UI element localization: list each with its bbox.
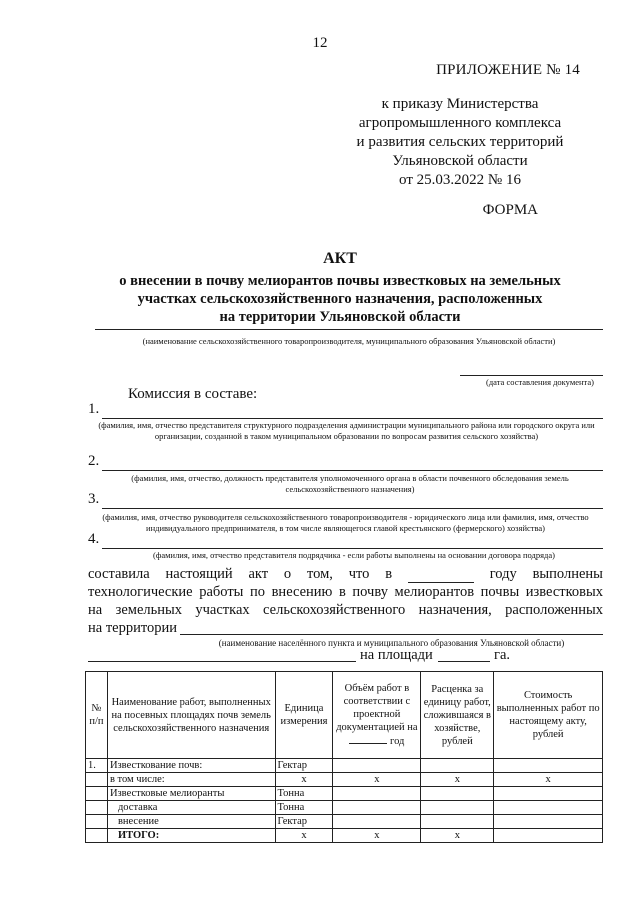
area-label: на площади xyxy=(360,647,433,663)
member3-field[interactable] xyxy=(102,507,603,509)
locality-caption: (наименование населённого пункта и муниципального образования Ульяновской области) xyxy=(218,638,565,648)
subtitle-line: на территории Ульяновской области xyxy=(219,309,461,325)
table-header-row xyxy=(86,672,603,759)
cell-rate: х xyxy=(421,829,494,843)
area-field[interactable] xyxy=(438,660,490,662)
member2-caption: (фамилия, имя, отчество, должность представителя уполномоченного органа в области почвенного обследования земель сельскохозяйственного назначения) xyxy=(131,473,569,494)
cell-volume[interactable] xyxy=(333,759,421,773)
member-number: 4. xyxy=(88,531,100,547)
cell-num xyxy=(86,815,108,829)
form-label: ФОРМА xyxy=(482,202,538,218)
cell-unit: Тонна xyxy=(275,801,333,815)
cell-unit: х xyxy=(275,829,333,843)
cell-name: Известковые мелиоранты xyxy=(107,787,275,801)
subtitle-line: о внесении в почву мелиорантов почвы известковых на земельных xyxy=(119,273,561,289)
locality-field[interactable] xyxy=(180,633,603,635)
cell-cost[interactable] xyxy=(494,787,603,801)
table-row xyxy=(86,759,603,773)
member2-field[interactable] xyxy=(102,469,603,471)
cell-cost[interactable] xyxy=(494,829,603,843)
order-line: и развития сельских территорий xyxy=(356,134,564,150)
header-name: Наименование работ, выполненных на посевных площадях почв земель сельскохозяйственного назначения xyxy=(107,672,275,759)
cell-volume[interactable] xyxy=(333,801,421,815)
page-number: 12 xyxy=(312,35,328,51)
table-total-row xyxy=(86,829,603,843)
cell-name: Известкование почв: xyxy=(107,759,275,773)
area-unit: га. xyxy=(494,647,511,663)
text-word: выполнены xyxy=(532,566,603,582)
commission-label: Комиссия в составе: xyxy=(128,386,258,402)
cell-unit: Гектар xyxy=(275,759,333,773)
text-word: что xyxy=(348,566,370,582)
header-cost: Стоимость выполненных работ по настоящему акту, рублей xyxy=(494,672,603,759)
header-volume xyxy=(333,672,421,759)
member1-field[interactable] xyxy=(102,417,603,419)
member3-caption: (фамилия, имя, отчество руководителя сельскохозяйственного товаропроизводителя - юридического лица или фамилия, имя, отчество индивидуального предпринимателя, в том числе являющегося главой крестьянского (фермерского) хозяйства) xyxy=(102,512,589,533)
cell-name: внесение xyxy=(107,815,275,829)
cell-cost[interactable] xyxy=(494,815,603,829)
table-row xyxy=(86,815,603,829)
text-word: акт xyxy=(248,566,269,582)
cell-num xyxy=(86,801,108,815)
cell-num xyxy=(86,773,108,787)
cell-rate[interactable] xyxy=(421,815,494,829)
table-row xyxy=(86,801,603,815)
header-rate: Расценка за единицу работ, сложившаяся в хозяйстве, рублей xyxy=(421,672,494,759)
cell-name: доставка xyxy=(107,801,275,815)
cell-unit: Тонна xyxy=(275,787,333,801)
cell-rate: х xyxy=(421,773,494,787)
cell-name: ИТОГО: xyxy=(107,829,275,843)
order-reference xyxy=(330,95,590,190)
table-row xyxy=(86,773,603,787)
cell-num xyxy=(86,829,108,843)
cell-volume[interactable] xyxy=(333,787,421,801)
order-line: Ульяновской области xyxy=(392,153,528,169)
appendix-title: ПРИЛОЖЕНИЕ № 14 xyxy=(436,62,580,78)
table-row xyxy=(86,787,603,801)
cell-cost[interactable] xyxy=(494,759,603,773)
act-text-line-2: технологические работы по внесению в почву мелиорантов почвы известковых xyxy=(88,584,603,600)
cell-cost[interactable] xyxy=(494,801,603,815)
locality-continued-field[interactable] xyxy=(88,660,356,662)
member4-field[interactable] xyxy=(102,547,603,549)
text-word: настоящий xyxy=(165,566,233,582)
cell-cost: х xyxy=(494,773,603,787)
act-text-line-1 xyxy=(88,565,603,583)
cell-rate[interactable] xyxy=(421,759,494,773)
order-line: от 25.03.2022 № 16 xyxy=(399,172,521,188)
date-field[interactable] xyxy=(460,374,603,376)
cell-name: в том числе: xyxy=(107,773,275,787)
member4-caption: (фамилия, имя, отчество представителя подрядчика - если работы выполнены на основании договора подряда) xyxy=(153,550,555,560)
works-table xyxy=(85,671,603,843)
order-line: агропромышленного комплекса xyxy=(358,115,562,131)
volume-year-field[interactable] xyxy=(349,734,387,744)
header-volume-text: Объём работ в соответствии с проектной документацией на xyxy=(336,683,418,733)
year-field[interactable] xyxy=(408,568,474,583)
text-word: том, xyxy=(306,566,333,582)
subtitle-line: участках сельскохозяйственного назначения, расположенных xyxy=(137,291,543,307)
member-number: 3. xyxy=(88,491,100,507)
date-caption: (дата составления документа) xyxy=(486,377,594,387)
producer-field[interactable] xyxy=(95,328,603,330)
cell-num xyxy=(86,787,108,801)
act-text-line-4: на территории xyxy=(88,620,178,636)
cell-volume: х xyxy=(333,829,421,843)
member-number: 1. xyxy=(88,401,100,417)
cell-volume: х xyxy=(333,773,421,787)
act-text-line-3: на земельных участках сельскохозяйственного назначения, расположенных xyxy=(88,602,603,618)
member-number: 2. xyxy=(88,453,100,469)
cell-rate[interactable] xyxy=(421,787,494,801)
producer-caption: (наименование сельскохозяйственного товаропроизводителя, муниципального образования Ульяновской области) xyxy=(142,336,556,346)
cell-rate[interactable] xyxy=(421,801,494,815)
cell-unit: х xyxy=(275,773,333,787)
text-word: в xyxy=(385,566,393,582)
act-subtitle xyxy=(80,272,600,326)
cell-volume[interactable] xyxy=(333,815,421,829)
text-word: составила xyxy=(88,566,150,582)
text-word: о xyxy=(283,566,292,582)
header-volume-year: год xyxy=(390,736,405,747)
header-num: № п/п xyxy=(86,672,108,759)
act-title: АКТ xyxy=(323,250,357,267)
order-line: к приказу Министерства xyxy=(381,96,539,112)
text-word: году xyxy=(489,566,517,582)
cell-unit: Гектар xyxy=(275,815,333,829)
header-unit: Единица измерения xyxy=(275,672,333,759)
cell-num: 1. xyxy=(86,759,108,773)
member1-caption: (фамилия, имя, отчество представителя структурного подразделения администрации муниципального района или городского округа или организации, созданной в таком муниципальном образовании по вопросам развития сельского хозяйства) xyxy=(98,420,595,441)
